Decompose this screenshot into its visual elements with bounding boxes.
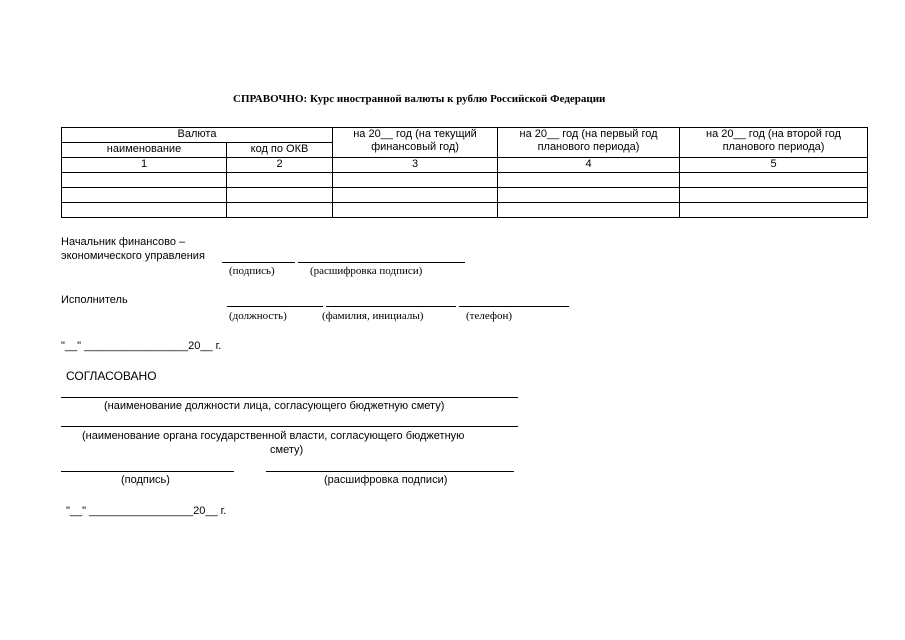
column-number: 4	[498, 158, 680, 173]
phone-caption: (телефон)	[466, 310, 513, 322]
approval-authority-caption: (наименование органа государственной власти, согласующего бюджетную	[82, 430, 465, 442]
approval-official-caption: (наименование должности лица, согласующего бюджетную смету)	[104, 400, 445, 412]
table-row	[62, 188, 868, 203]
table-cell[interactable]	[62, 188, 227, 203]
approval-official-line[interactable]	[61, 397, 518, 398]
table-header-row	[62, 128, 868, 143]
head-signature-decode-line[interactable]	[298, 262, 465, 263]
position-caption: (должность)	[229, 310, 287, 322]
executor-phone-line[interactable]	[459, 306, 569, 307]
column-number: 5	[680, 158, 868, 173]
currency-header: Валюта	[62, 128, 333, 143]
currency-rate-table	[61, 127, 868, 218]
head-signature-line[interactable]	[222, 262, 295, 263]
table-cell[interactable]	[333, 203, 498, 218]
table-cell[interactable]	[498, 173, 680, 188]
name-caption: (фамилия, инициалы)	[322, 310, 424, 322]
executor-position-line[interactable]	[227, 306, 323, 307]
table-cell[interactable]	[333, 188, 498, 203]
column-number: 2	[227, 158, 333, 173]
table-cell[interactable]	[227, 188, 333, 203]
table-cell[interactable]	[680, 203, 868, 218]
second-plan-year-header: на 20__ год (на второй год планового периода)	[680, 128, 868, 158]
approval-date-line: "__" _________________20__ г.	[66, 505, 227, 517]
code-header: код по ОКВ	[227, 143, 333, 158]
approval-heading: СОГЛАСОВАНО	[66, 369, 157, 383]
table-cell[interactable]	[333, 173, 498, 188]
table-cell[interactable]	[498, 188, 680, 203]
head-label-line2: экономического управления	[61, 250, 205, 262]
table-cell[interactable]	[227, 173, 333, 188]
table-row	[62, 173, 868, 188]
name-header: наименование	[62, 143, 227, 158]
first-plan-year-header: на 20__ год (на первый год планового периода)	[498, 128, 680, 158]
executor-label: Исполнитель	[61, 294, 128, 306]
table-cell[interactable]	[62, 173, 227, 188]
head-signature-decode-caption: (расшифровка подписи)	[310, 265, 423, 277]
table-row	[62, 203, 868, 218]
approval-signature-decode-caption: (расшифровка подписи)	[324, 474, 448, 486]
table-cell[interactable]	[680, 173, 868, 188]
table-cell[interactable]	[62, 203, 227, 218]
table-cell[interactable]	[680, 188, 868, 203]
column-number: 1	[62, 158, 227, 173]
approval-authority-line[interactable]	[61, 426, 518, 427]
date-line: "__" _________________20__ г.	[61, 340, 222, 352]
approval-signature-caption: (подпись)	[121, 474, 170, 486]
column-number: 3	[333, 158, 498, 173]
approval-signature-decode-line[interactable]	[266, 471, 514, 472]
current-year-header: на 20__ год (на текущий финансовый год)	[333, 128, 498, 158]
approval-authority-caption-cont: смету)	[270, 444, 304, 456]
executor-name-line[interactable]	[326, 306, 456, 307]
document-title: СПРАВОЧНО: Курс иностранной валюты к рублю Российской Федерации	[233, 93, 606, 105]
column-number-row	[62, 158, 868, 173]
head-signature-caption: (подпись)	[229, 265, 275, 277]
head-label-line1: Начальник финансово –	[61, 236, 186, 248]
table-cell[interactable]	[227, 203, 333, 218]
table-cell[interactable]	[498, 203, 680, 218]
approval-signature-line[interactable]	[61, 471, 234, 472]
